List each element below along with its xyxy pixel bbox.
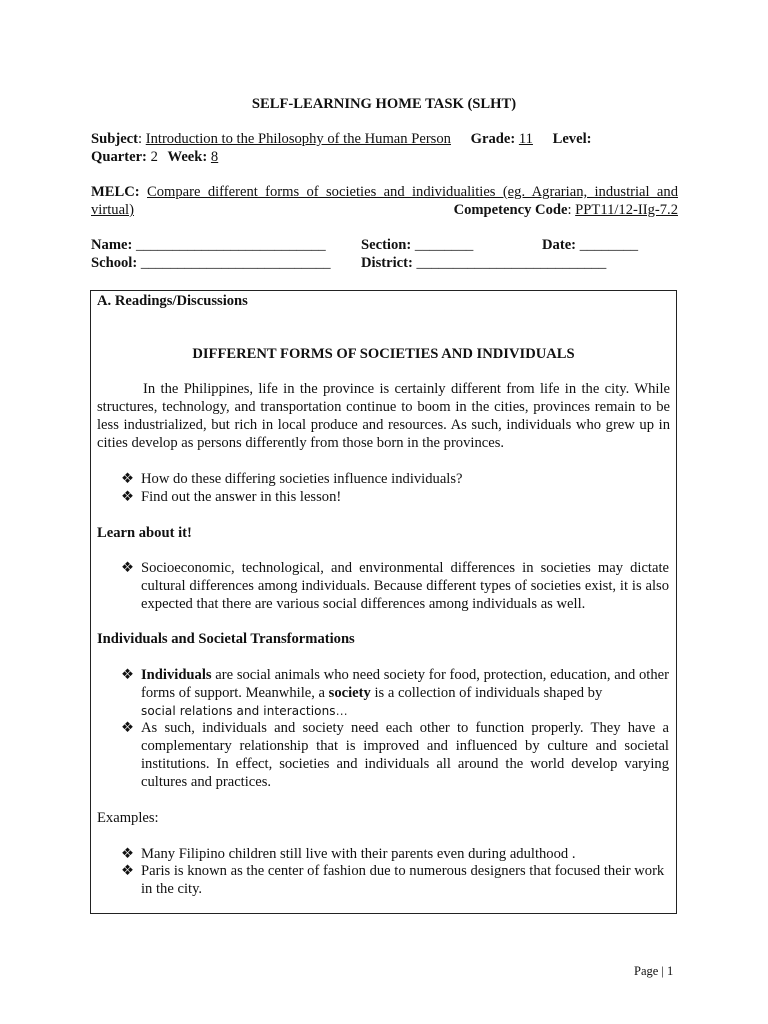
- school-label: School:: [91, 255, 138, 271]
- transform-text-2: As such, individuals and society need each other to function properly. They have a complementary relationship that is improved and influenced by culture and societal institutions. In effect, societies and individuals all around the world develop varying cultures and practices.: [141, 720, 669, 790]
- district-label: District:: [361, 255, 413, 271]
- name-row: [91, 236, 326, 254]
- melc-label: MELC:: [91, 184, 140, 200]
- week-label: Week:: [167, 149, 208, 165]
- melc-value-line1: Compare different forms of societies and individualities (eg. Agrarian, industrial and: [147, 184, 678, 200]
- quarter-row: [91, 148, 678, 166]
- example-text: Many Filipino children still live with their parents even during adulthood .: [141, 846, 576, 862]
- transform-text-1b: is a collection of individuals shaped by: [370, 685, 603, 701]
- question-text: How do these differing societies influence individuals?: [141, 471, 463, 487]
- week-value: 8: [210, 149, 219, 165]
- learn-text: Socioeconomic, technological, and environmental differences in societies may dictate cultural differences among individuals. Because different types of societies exist, it is also expected that there are various social differences among individuals as well.: [141, 560, 669, 612]
- name-label: Name:: [91, 237, 133, 253]
- intro-text: In the Philippines, life in the province is certainly different from life in the city. While structures, technology, and transportation continue to boom in the cities, provinces remain to be less industrialized, but rich in local produce and resources. As such, individuals who grew up in cities develop as persons differently from those born in the provinces.: [97, 381, 670, 451]
- level-label: Level:: [552, 131, 592, 147]
- document-title: SELF-LEARNING HOME TASK (SLHT): [251, 96, 517, 112]
- examples-label: Examples:: [97, 810, 159, 826]
- section-blank[interactable]: ________: [414, 237, 474, 253]
- main-title: DIFFERENT FORMS OF SOCIETIES AND INDIVIDUALS: [192, 346, 575, 362]
- diamond-bullet-icon: ❖: [121, 560, 135, 576]
- example-text: Paris is known as the center of fashion due to numerous designers that focused their work in the city.: [141, 863, 665, 897]
- subject-label: Subject: [91, 131, 139, 147]
- handwritten-note: [141, 702, 348, 720]
- subject-value: Introduction to the Philosophy of the Human Person: [145, 131, 451, 147]
- grade-label: Grade:: [470, 131, 516, 147]
- society-term: society: [328, 685, 371, 701]
- diamond-bullet-icon: ❖: [121, 846, 135, 862]
- page-number: Page | 1: [634, 964, 674, 978]
- diamond-bullet-icon: ❖: [121, 863, 135, 879]
- individuals-term: Individuals: [141, 667, 212, 683]
- section-label: Section:: [361, 237, 412, 253]
- district-field: [361, 254, 606, 272]
- quarter-value: 2: [150, 149, 158, 165]
- competency-value: PPT11/12-IIg-7.2: [575, 202, 678, 218]
- handwritten-text: social relations and interactions: [141, 704, 336, 718]
- transform-heading: Individuals and Societal Transformations: [97, 631, 355, 647]
- transform-text-1a: are social animals who need society for food, protection, education, and other forms of support. Meanwhile, a: [141, 667, 669, 701]
- diamond-bullet-icon: ❖: [121, 667, 135, 683]
- melc-row: [91, 183, 678, 201]
- quarter-label: Quarter:: [91, 149, 147, 165]
- section-field: [361, 236, 473, 254]
- district-blank[interactable]: __________________________: [416, 255, 607, 271]
- learn-heading: Learn about it!: [97, 525, 192, 541]
- section-heading: A. Readings/Discussions: [97, 293, 248, 309]
- grade-value: 11: [518, 131, 533, 147]
- subject-row: Subject: Introduction to the Philosophy of the Human Person Grade: 11 Level:: [91, 131, 592, 147]
- diamond-bullet-icon: ❖: [121, 489, 135, 505]
- competency-label: Competency Code: [453, 202, 568, 218]
- name-blank[interactable]: __________________________: [136, 237, 326, 253]
- intro-paragraph: [97, 380, 670, 452]
- readings-box: [90, 290, 677, 914]
- date-blank[interactable]: ________: [579, 237, 639, 253]
- melc-value-line2: virtual): [91, 202, 134, 218]
- diamond-bullet-icon: ❖: [121, 471, 135, 487]
- date-label: Date:: [542, 237, 577, 253]
- ellipsis: …: [335, 704, 348, 718]
- school-blank[interactable]: __________________________: [140, 255, 331, 271]
- transform-text-1: [141, 666, 669, 702]
- question-text: Find out the answer in this lesson!: [141, 489, 342, 505]
- melc-row-2: virtual) Competency Code: PPT11/12-IIg-7.2: [91, 202, 678, 218]
- diamond-bullet-icon: ❖: [121, 720, 135, 736]
- date-field: [542, 236, 638, 254]
- school-row: [91, 254, 331, 272]
